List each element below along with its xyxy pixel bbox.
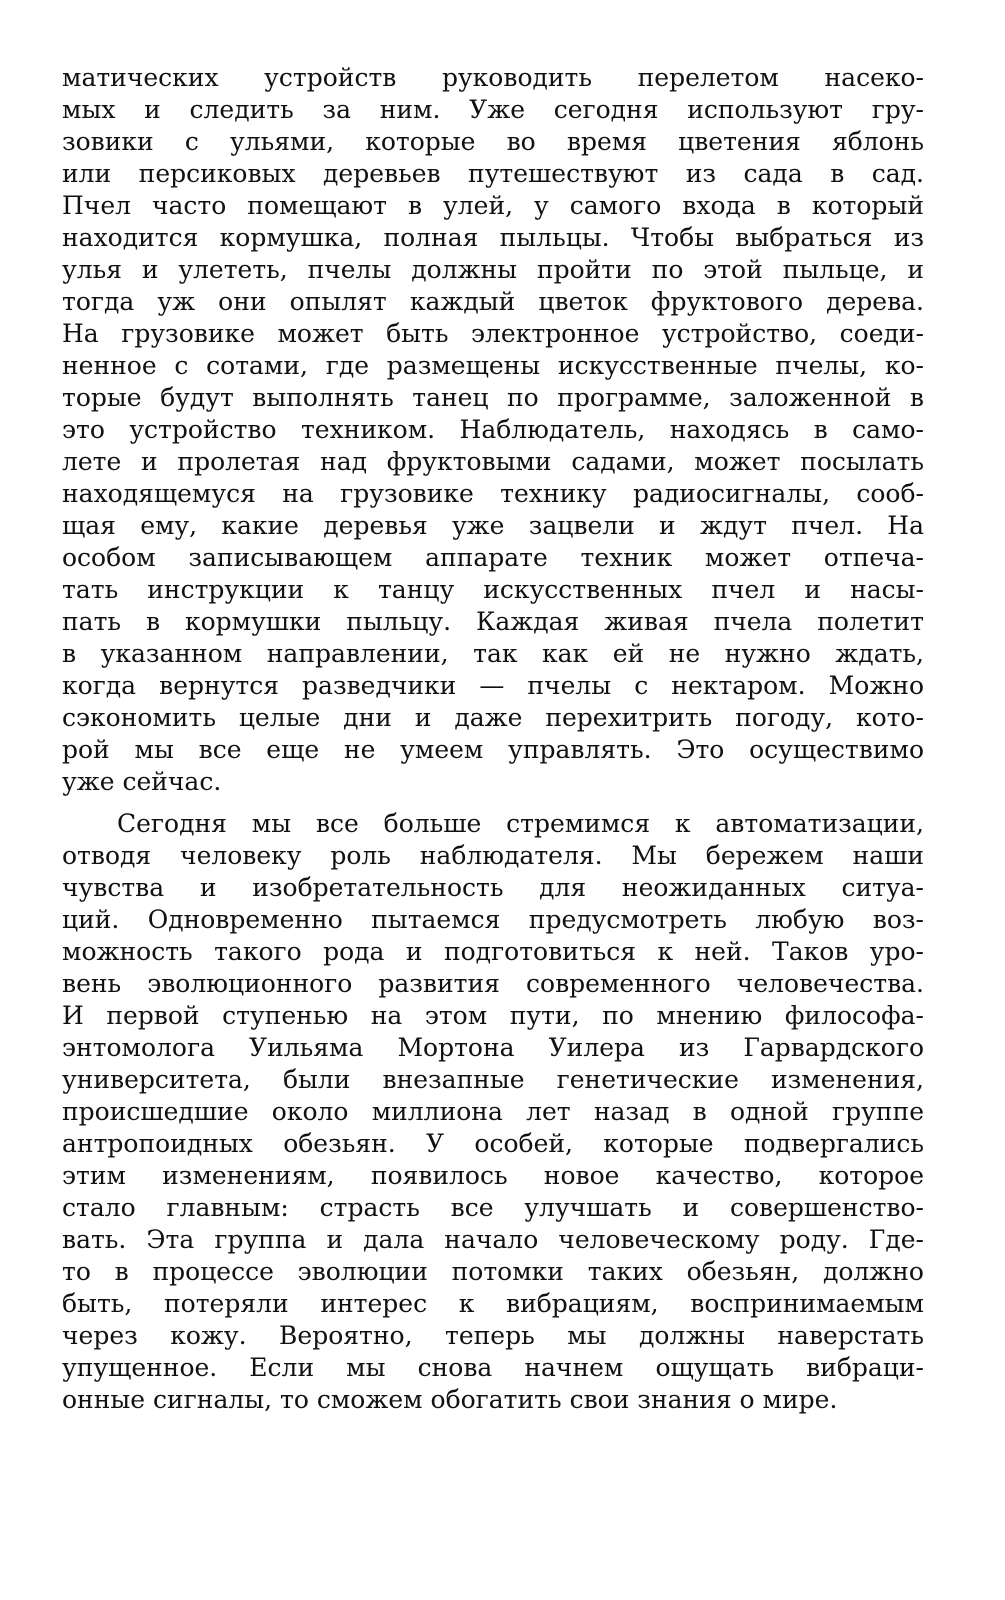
text-line: торые будут выполнять танец по программе, заложенной в bbox=[62, 383, 924, 412]
text-line: Сегодня мы все больше стремимся к автоматизации, bbox=[117, 809, 924, 838]
text-line: На грузовике может быть электронное устройство, соеди- bbox=[62, 319, 924, 348]
text-line: находится кормушка, полная пыльцы. Чтобы выбраться из bbox=[62, 223, 924, 252]
text-line: отводя человеку роль наблюдателя. Мы бережем наши bbox=[62, 841, 924, 870]
text-line: антропоидных обезьян. У особей, которые подвергались bbox=[62, 1129, 924, 1158]
text-line: университета, были внезапные генетические изменения, bbox=[62, 1065, 924, 1094]
text-line: вать. Эта группа и дала начало человеческому роду. Где- bbox=[62, 1225, 924, 1254]
text-line: улья и улететь, пчелы должны пройти по этой пыльце, и bbox=[62, 255, 924, 284]
paragraph-1 bbox=[62, 62, 924, 798]
text-line: тать инструкции к танцу искусственных пчел и насы- bbox=[62, 575, 924, 604]
text-line: быть, потеряли интерес к вибрациям, воспринимаемым bbox=[62, 1289, 924, 1318]
text-line: тогда уж они опылят каждый цветок фруктового дерева. bbox=[62, 287, 924, 316]
text-line: матических устройств руководить перелетом насеко- bbox=[62, 63, 924, 92]
text-line: стало главным: страсть все улучшать и совершенство- bbox=[62, 1193, 924, 1222]
text-line: ненное с сотами, где размещены искусственные пчелы, ко- bbox=[62, 351, 924, 380]
text-line: чувства и изобретательность для неожиданных ситуа- bbox=[62, 873, 924, 902]
text-line: Пчел часто помещают в улей, у самого входа в который bbox=[62, 191, 924, 220]
text-line: энтомолога Уильяма Мортона Уилера из Гарвардского bbox=[62, 1033, 924, 1062]
text-line: через кожу. Вероятно, теперь мы должны наверстать bbox=[62, 1321, 924, 1350]
text-line: или персиковых деревьев путешествуют из сада в сад. bbox=[62, 159, 924, 188]
text-line: находящемуся на грузовике технику радиосигналы, сооб- bbox=[62, 479, 924, 508]
text-line: зовики с ульями, которые во время цветения яблонь bbox=[62, 127, 924, 156]
text-line: происшедшие около миллиона лет назад в одной группе bbox=[62, 1097, 924, 1126]
text-line: лете и пролетая над фруктовыми садами, может посылать bbox=[62, 447, 924, 476]
text-line: пать в кормушки пыльцу. Каждая живая пчела полетит bbox=[62, 607, 924, 636]
text-line: в указанном направлении, так как ей не нужно ждать, bbox=[62, 639, 924, 668]
text-line: рой мы все еще не умеем управлять. Это осуществимо bbox=[62, 735, 924, 764]
text-line: этим изменениям, появилось новое качество, которое bbox=[62, 1161, 924, 1190]
text-line: вень эволюционного развития современного человечества. bbox=[62, 969, 924, 998]
paragraph-2 bbox=[62, 808, 924, 1416]
text-line: щая ему, какие деревья уже зацвели и ждут пчел. На bbox=[62, 511, 924, 540]
text-line: ций. Одновременно пытаемся предусмотреть любую воз- bbox=[62, 905, 924, 934]
text-line: это устройство техником. Наблюдатель, находясь в само- bbox=[62, 415, 924, 444]
text-line: уже сейчас. bbox=[62, 767, 222, 796]
text-line: упущенное. Если мы снова начнем ощущать вибраци- bbox=[62, 1353, 924, 1382]
text-line: особом записывающем аппарате техник может отпеча- bbox=[62, 543, 924, 572]
book-page bbox=[62, 62, 924, 1416]
text-line: то в процессе эволюции потомки таких обезьян, должно bbox=[62, 1257, 924, 1286]
text-line: онные сигналы, то сможем обогатить свои знания о мире. bbox=[62, 1385, 838, 1414]
text-line: можность такого рода и подготовиться к ней. Таков уро- bbox=[62, 937, 924, 966]
text-line: когда вернутся разведчики — пчелы с нектаром. Можно bbox=[62, 671, 924, 700]
text-line: сэкономить целые дни и даже перехитрить погоду, кото- bbox=[62, 703, 924, 732]
text-line: И первой ступенью на этом пути, по мнению философа- bbox=[62, 1001, 924, 1030]
text-line: мых и следить за ним. Уже сегодня используют гру- bbox=[62, 95, 924, 124]
